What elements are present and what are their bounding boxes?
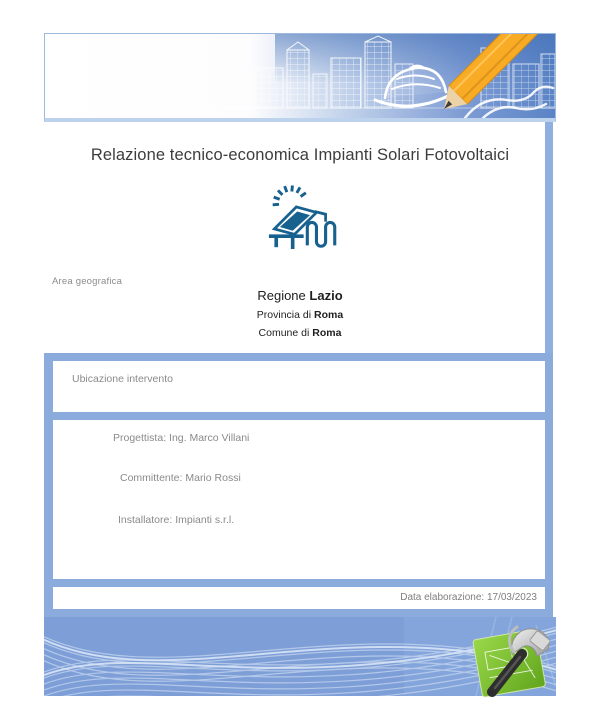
header-banner-illustration [44, 33, 556, 122]
municipality-line [0, 327, 600, 339]
hammer-blueprint-icon [464, 612, 558, 702]
province-prefix: Provincia di [256, 309, 312, 321]
region-line [0, 288, 600, 303]
page-title: Relazione tecnico-economica Impianti Solari Fotovoltaici [90, 146, 510, 164]
region-value: Lazio [309, 288, 343, 303]
date-box [53, 587, 545, 609]
region-prefix: Regione [257, 288, 306, 303]
municipality-value: Roma [312, 327, 342, 339]
province-value: Roma [314, 309, 344, 321]
municipality-prefix: Comune di [258, 327, 310, 339]
construction-banner-art [45, 34, 555, 118]
location-label: Ubicazione intervento [72, 373, 173, 385]
elaboration-date: Data elaborazione: 17/03/2023 [400, 592, 537, 603]
installer-line: Installatore: Impianti s.r.l. [118, 514, 235, 526]
intervention-box [44, 353, 553, 617]
solar-panel-icon [254, 185, 346, 249]
designer-line: Progettista: Ing. Marco Villani [113, 432, 250, 444]
location-box [53, 361, 545, 412]
province-line [0, 309, 600, 321]
client-line: Committente: Mario Rossi [120, 472, 241, 484]
right-accent-stripe [545, 122, 553, 353]
area-geografica-label: Area geografica [52, 276, 123, 287]
geo-lines [0, 288, 600, 339]
parties-box [53, 420, 545, 579]
